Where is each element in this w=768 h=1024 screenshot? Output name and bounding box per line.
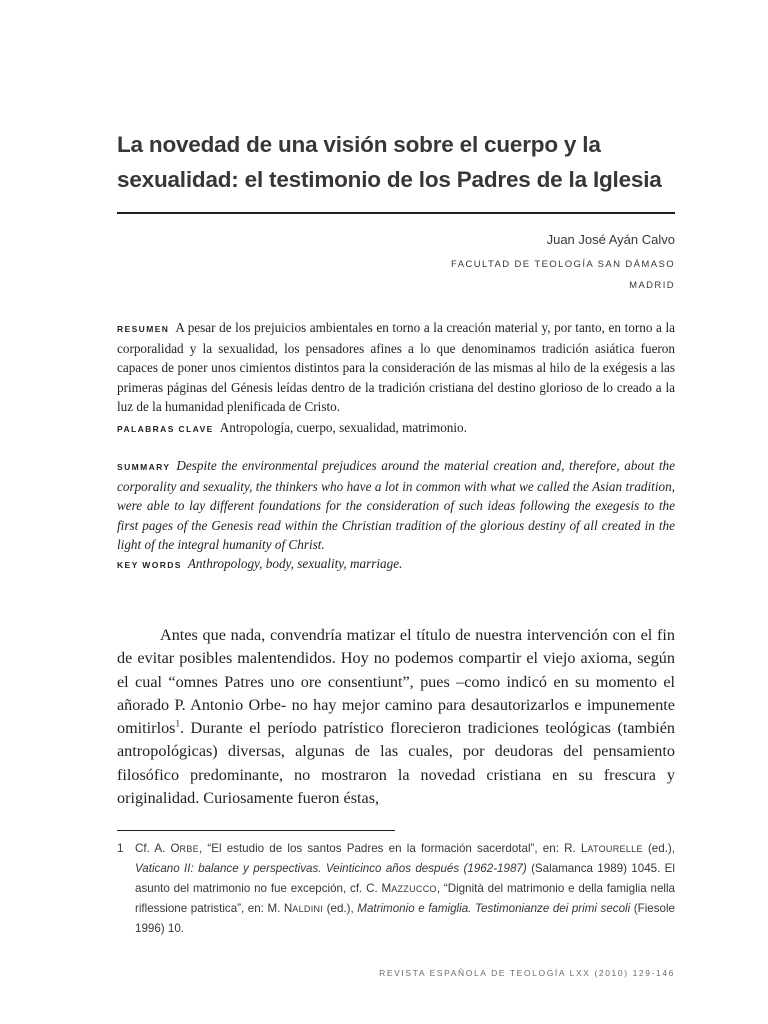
footnote-segment: , “El estudio de los santos Padres en la formación sacerdotal”, en: R. L xyxy=(198,842,588,855)
footnote-smallcaps: ATOURELLE xyxy=(587,844,643,854)
footnote-smallcaps: ALDINI xyxy=(292,904,324,914)
footnote-segment: Cf. A. O xyxy=(135,842,180,855)
palabras-clave-block xyxy=(117,418,675,439)
footnote-italic: Vaticano II: balance y perspectivas. Veinticinco años después (1962-1987) xyxy=(135,862,527,875)
footnote-smallcaps: AZZUCCO xyxy=(391,884,437,894)
footnote-segment: , “Dignità del matrimonio e della famiglia nella riflessione patristica”, en: M. N xyxy=(135,882,675,915)
footnote-rule xyxy=(117,830,395,831)
key-words-block xyxy=(117,554,675,575)
palabras-clave-label: PALABRAS CLAVE xyxy=(117,424,214,434)
footnote xyxy=(117,839,675,939)
body-text-end: . Durante el período patrístico florecieron tradiciones teológicas (también antropológicas) diversas, algunas de las cuales, por deudoras del pensamiento filosófico predominante, no mostraron la novedad cristiana en su frescura y originalidad. Curiosamente fueron éstas, xyxy=(117,719,675,808)
key-words-label: KEY WORDS xyxy=(117,560,182,570)
footnote-segment: (Fiesole 1996) 10. xyxy=(135,902,675,935)
resumen-block xyxy=(117,318,675,416)
footnote-italic: Matrimonio e famiglia. Testimonianze dei primi secoli xyxy=(357,902,631,915)
author-affiliation: FACULTAD DE TEOLOGÍA SAN DÁMASO xyxy=(451,259,675,270)
key-words-text: Anthropology, body, sexuality, marriage. xyxy=(187,556,403,571)
footnote-smallcaps: RBE xyxy=(179,844,199,854)
body-paragraph xyxy=(117,624,675,810)
summary-block xyxy=(117,456,675,554)
summary-text: Despite the environmental prejudices around the material creation and, therefore, about the corporality and sexuality, the thinkers who have a lot in common with what we called the Asian tradition, were able to lay different foundations for the consideration of such ideas following the exegesis to the first pages of the Genesis read within the Christian tradition of the glorious destiny of all created in the light of the integral humanity of Christ. xyxy=(117,458,675,552)
summary-label: SUMMARY xyxy=(117,462,171,472)
footnote-reference[interactable]: 1 xyxy=(175,718,180,729)
author-city: MADRID xyxy=(629,280,675,291)
running-footer: REVISTA ESPAÑOLA DE TEOLOGÍA LXX (2010) 129-146 xyxy=(379,968,675,978)
palabras-clave-text: Antropología, cuerpo, sexualidad, matrimonio. xyxy=(219,420,467,435)
title-rule xyxy=(117,212,675,214)
article-title: La novedad de una visión sobre el cuerpo y la sexualidad: el testimonio de los Padres de la Iglesia xyxy=(117,132,662,192)
resumen-label: RESUMEN xyxy=(117,324,170,334)
body-text-start: Antes que nada, convendría matizar el título de nuestra intervención con el fin de evitar posibles malentendidos. Hoy no podemos compartir el viejo axioma, según el cual “omnes Patres uno ore consentiunt”, pues –como indicó en su momento el añorado P. Antonio Orbe- no hay mejor camino para desautorizarlos e impunemente omitirlos xyxy=(117,626,675,738)
footnote-segment: (ed.), xyxy=(642,842,675,855)
footnote-segment: (ed.), xyxy=(323,902,358,915)
resumen-text: A pesar de los prejuicios ambientales en torno a la creación material y, por tanto, en torno a la corporalidad y la sexualidad, los pensadores afines a lo que denominamos tradición asiática fueron capaces de poner unos cimientos distintos para la consideración de las mismas al hilo de la exégesis a las primeras páginas del Génesis leídas dentro de la tradición cristiana del destino glorioso de lo creado a la luz de la humanidad plenificada de Cristo. xyxy=(117,320,675,414)
footnote-number: 1 xyxy=(117,842,124,855)
footnote-text xyxy=(135,839,675,939)
footnote-segment: (Salamanca 1989) 1045. El asunto del matrimonio no fue excepción, cf. C. M xyxy=(135,862,675,895)
author-name: Juan José Ayán Calvo xyxy=(546,232,675,247)
